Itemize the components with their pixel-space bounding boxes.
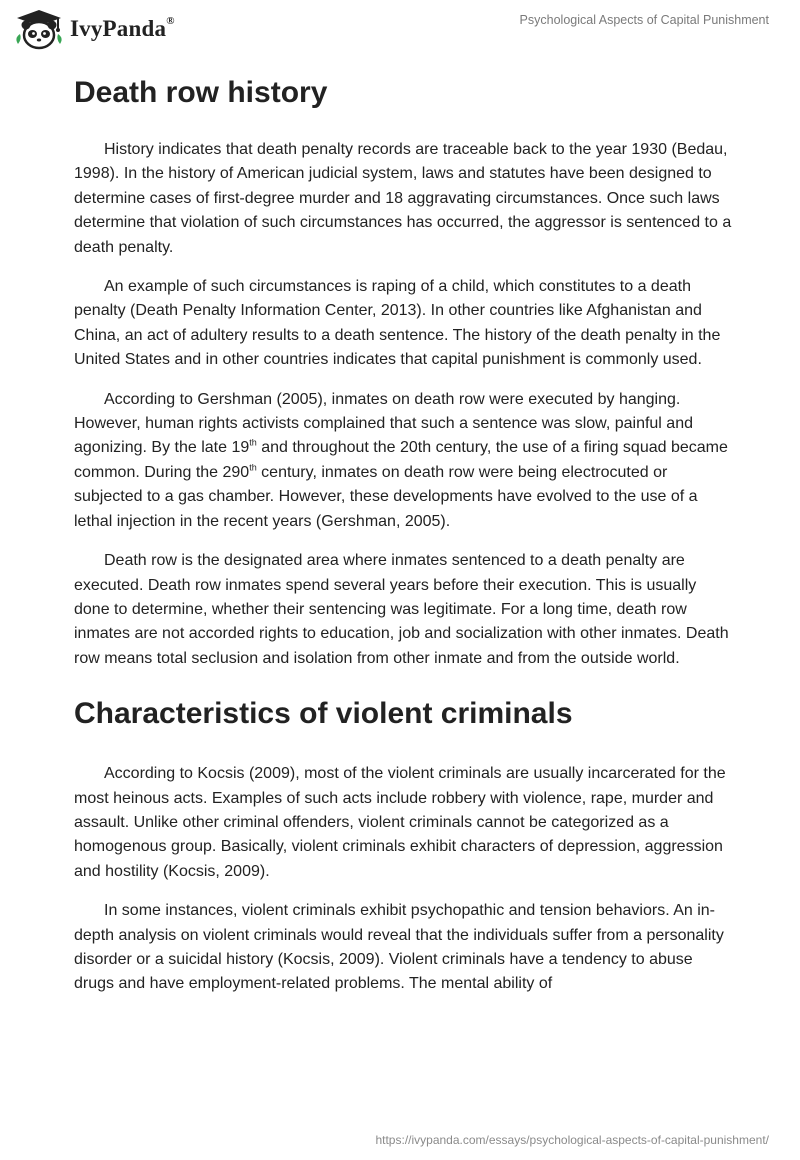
section-heading-death-row-history: Death row history	[74, 76, 328, 109]
document-title: Psychological Aspects of Capital Punishment	[519, 13, 769, 27]
page-header	[0, 0, 800, 66]
section-heading-characteristics: Characteristics of violent criminals	[74, 697, 573, 731]
paragraph: History indicates that death penalty records are traceable back to the year 1930 (Bedau, 1998). In the history of American judicial system, laws and statutes have been designed to determine cases of first-degree murder and 18 aggravating circumstances. Once such laws determine that violation of such circumstances has occurred, the aggressor is sentenced to a death penalty.	[74, 141, 732, 256]
source-url[interactable]: https://ivypanda.com/essays/psychological-aspects-of-capital-punishment/	[375, 1133, 769, 1147]
paragraph: According to Gershman (2005), inmates on death row were executed by hanging. However, human rights activists complained that such a sentence was slow, painful and agonizing. By the late 19th and throughout the 20th century, the use of a firing squad became common. During the 290th century, inmates on death row were being electrocuted or subjected to a gas chamber. However, these developments have evolved to the use of a lethal injection in the recent years (Gershman, 2005).	[74, 390, 728, 530]
panda-mascot-icon	[14, 8, 64, 50]
paragraph: In some instances, violent criminals exhibit psychopathic and tension behaviors. An in-depth analysis on violent criminals would reveal that the individuals suffer from a personality disorder or a suicidal history (Kocsis, 2009). Violent criminals have a tendency to abuse drugs and have employment-related problems. The mental ability of	[74, 902, 724, 993]
paragraph: Death row is the designated area where inmates sentenced to a death penalty are executed. Death row inmates spend several years before their execution. This is usually done to determine, whether their sentencing was legitimate. For a long time, death row inmates are not accorded rights to education, job and socialization with other inmates. Death row means total seclusion and isolation from other inmate and from the outside world.	[74, 552, 729, 667]
essay-body	[74, 72, 734, 997]
paragraph: An example of such circumstances is raping of a child, which constitutes to a death penalty (Death Penalty Information Center, 2013). In other countries like Afghanistan and China, an act of adultery results to a death sentence. The history of the death penalty in the United States and in other countries indicates that capital punishment is commonly used.	[74, 278, 721, 369]
brand-name: IvyPanda®	[70, 15, 175, 41]
ivypanda-logo[interactable]	[14, 8, 175, 50]
paragraph: According to Kocsis (2009), most of the violent criminals are usually incarcerated for the most heinous acts. Examples of such acts include robbery with violence, rape, murder and assault. Unlike other criminal offenders, violent criminals cannot be categorized as a homogenous group. Basically, violent criminals exhibit characters of depression, aggression and hostility (Kocsis, 2009).	[74, 765, 726, 880]
